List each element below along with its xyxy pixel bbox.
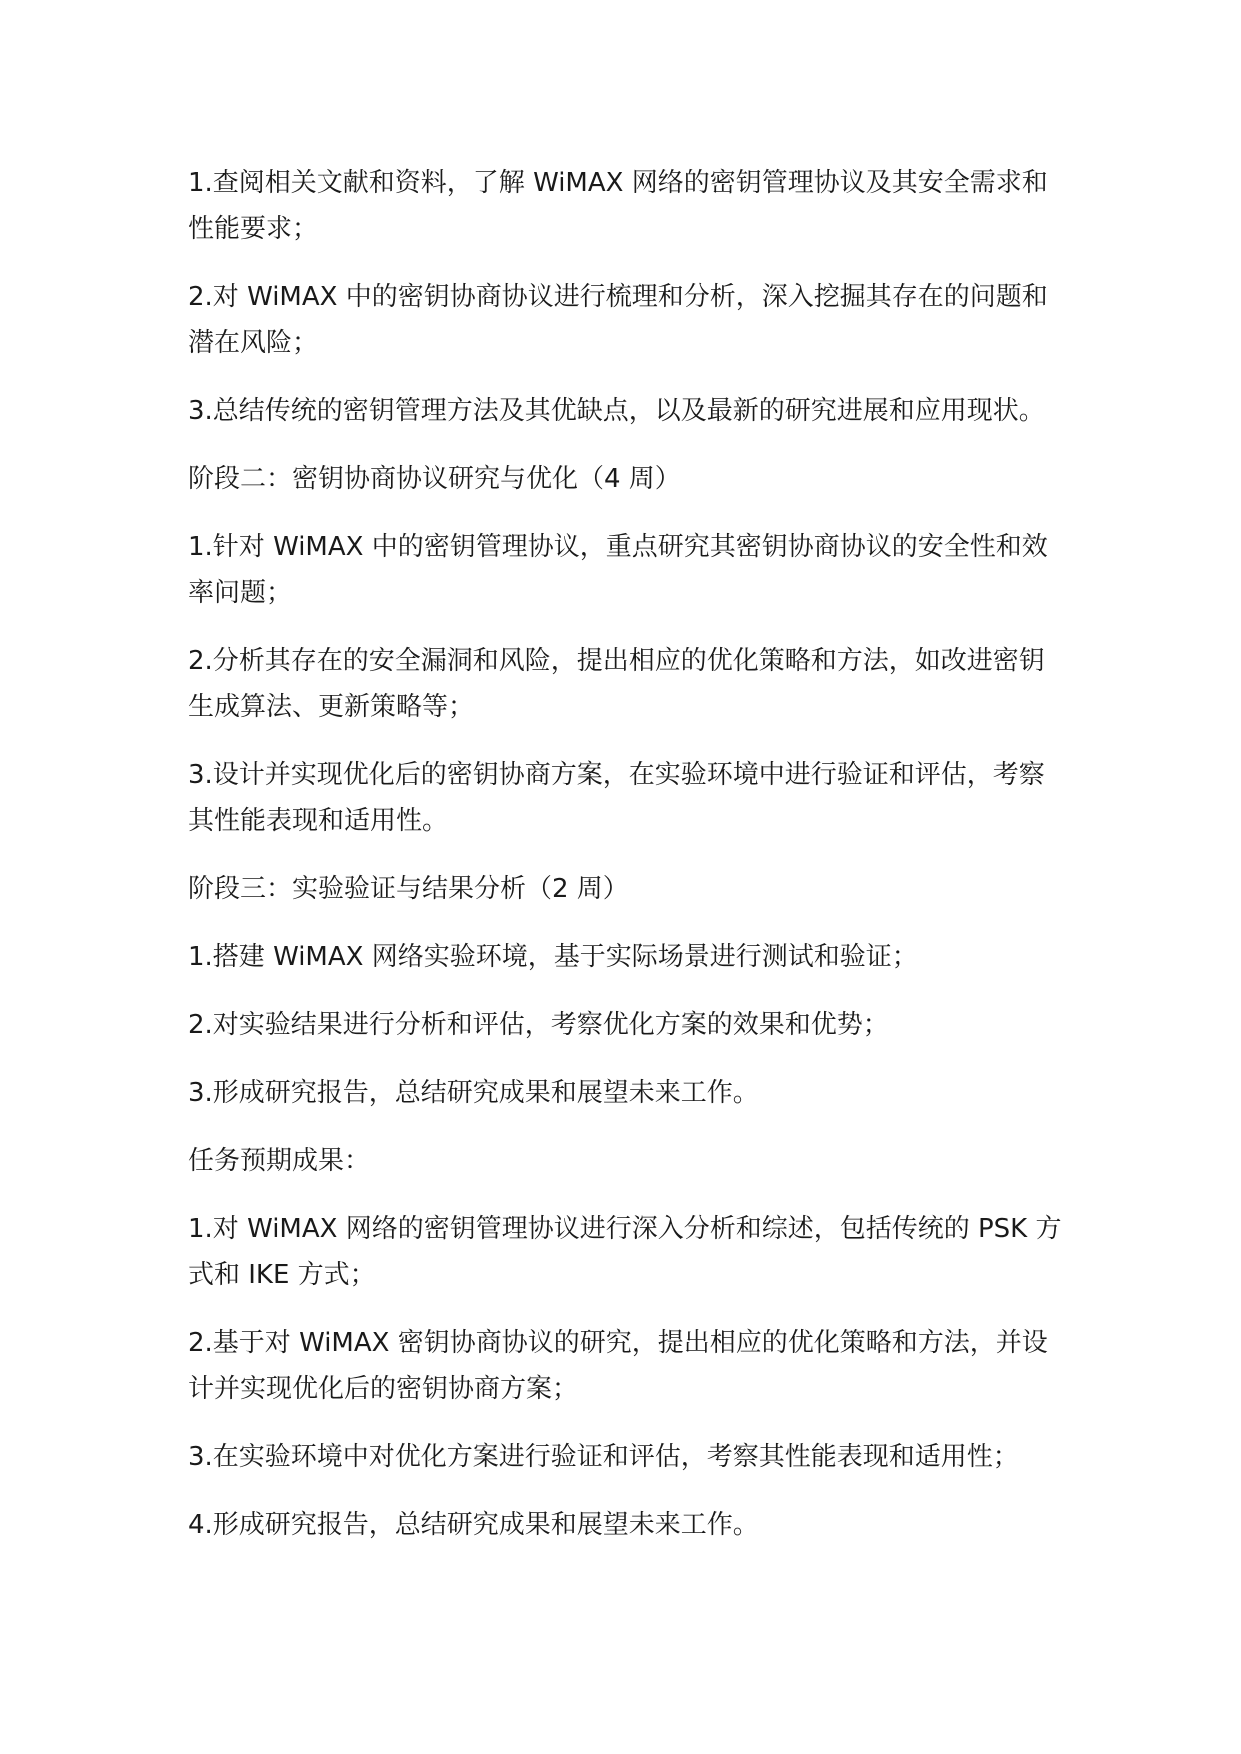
paragraph-stage2-item-1: 1.针对 WiMAX 中的密钥管理协议，重点研究其密钥协商协议的安全性和效率问题； bbox=[188, 532, 1048, 608]
heading-expected-results: 任务预期成果： bbox=[188, 1146, 371, 1176]
heading-stage-2: 阶段二：密钥协商协议研究与优化（4 周） bbox=[188, 464, 681, 494]
paragraph-result-item-1: 1.对 WiMAX 网络的密钥管理协议进行深入分析和综述，包括传统的 PSK 方式和 IKE 方式； bbox=[188, 1214, 1062, 1290]
paragraph-stage2-item-2: 2.分析其存在的安全漏洞和风险，提出相应的优化策略和方法，如改进密钥生成算法、更新策略等； bbox=[188, 646, 1045, 722]
paragraph-stage3-item-2: 2.对实验结果进行分析和评估，考察优化方案的效果和优势； bbox=[188, 1010, 889, 1040]
paragraph-stage2-item-3: 3.设计并实现优化后的密钥协商方案，在实验环境中进行验证和评估，考察其性能表现和适用性。 bbox=[188, 760, 1045, 836]
paragraph-stage1-item-2: 2.对 WiMAX 中的密钥协商协议进行梳理和分析，深入挖掘其存在的问题和潜在风险； bbox=[188, 282, 1048, 358]
paragraph-result-item-2: 2.基于对 WiMAX 密钥协商协议的研究，提出相应的优化策略和方法，并设计并实现优化后的密钥协商方案； bbox=[188, 1328, 1048, 1404]
paragraph-stage3-item-1: 1.搭建 WiMAX 网络实验环境，基于实际场景进行测试和验证； bbox=[188, 942, 918, 972]
paragraph-stage3-item-3: 3.形成研究报告，总结研究成果和展望未来工作。 bbox=[188, 1078, 759, 1108]
paragraph-stage1-item-3: 3.总结传统的密钥管理方法及其优缺点，以及最新的研究进展和应用现状。 bbox=[188, 396, 1045, 426]
document-body bbox=[188, 160, 1068, 1570]
paragraph-result-item-4: 4.形成研究报告，总结研究成果和展望未来工作。 bbox=[188, 1510, 759, 1540]
heading-stage-3: 阶段三：实验验证与结果分析（2 周） bbox=[188, 874, 629, 904]
paragraph-stage1-item-1: 1.查阅相关文献和资料，了解 WiMAX 网络的密钥管理协议及其安全需求和性能要求； bbox=[188, 168, 1048, 244]
paragraph-result-item-3: 3.在实验环境中对优化方案进行验证和评估，考察其性能表现和适用性； bbox=[188, 1442, 1019, 1472]
